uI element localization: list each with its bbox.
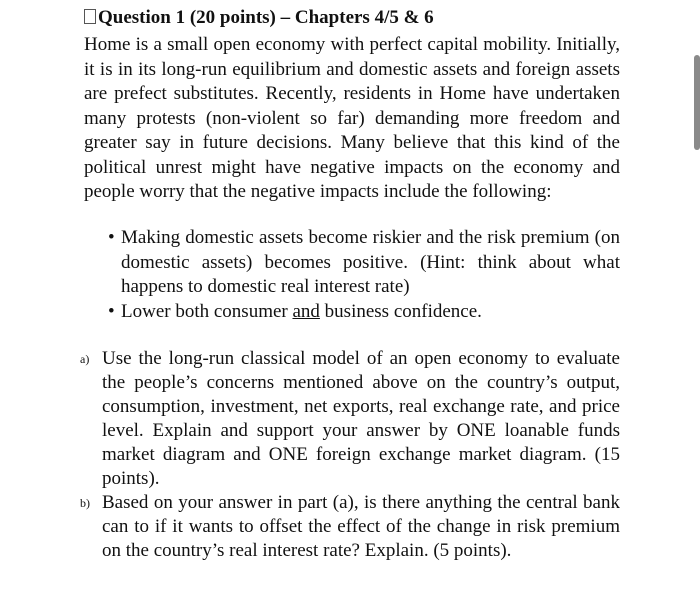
bullet-icon: •: [108, 227, 115, 248]
concern-list: [104, 226, 620, 324]
concern-item: [104, 300, 620, 325]
underlined-word: and: [292, 300, 320, 322]
question-title: [84, 6, 434, 30]
bullet-icon: •: [108, 300, 115, 322]
part-text: Use the long-run classical model of an open economy to evaluate the people’s concerns mentioned above on the country’s output, consumption, investment, net exports, real exchange rate, and price level. Explain and support your answer by ONE loanable funds market diagram and ONE foreign exchange market diagram. (15 points).: [102, 348, 620, 489]
question-intro: Home is a small open economy with perfect capital mobility. Initially, it is in its long-run equilibrium and domestic assets and foreign assets are prefect substitutes. Recently, residents in Home have undertaken many protests (non-violent so far) demanding more freedom and greater say in future decisions. Many believe that this kind of the political unrest might have negative impacts on the economy and people worry that the negative impacts include the following:: [84, 34, 620, 202]
vertical-scrollbar[interactable]: [694, 55, 700, 150]
concern-item: [104, 226, 620, 300]
part-marker: b): [80, 496, 90, 510]
question-parts: [80, 347, 620, 563]
part-marker: a): [80, 352, 90, 366]
concern-text: Making domestic assets become riskier and the risk premium (on domestic assets) becomes positive. (Hint: think about what happens to domestic real interest rate): [121, 227, 620, 297]
concern-text-before: Lower both consumer: [121, 300, 293, 322]
checkbox-glyph-icon: [84, 9, 96, 24]
question-part-a: [80, 347, 620, 491]
question-part-b: [80, 491, 620, 563]
concern-text-after: business confidence.: [319, 300, 482, 322]
part-text: Based on your answer in part (a), is there anything the central bank can to if it wants to offset the effect of the change in risk premium on the country’s real interest rate? Explain. (5 points).: [102, 492, 620, 561]
question-title-text: Question 1 (20 points) – Chapters 4/5 & 6: [98, 7, 434, 28]
